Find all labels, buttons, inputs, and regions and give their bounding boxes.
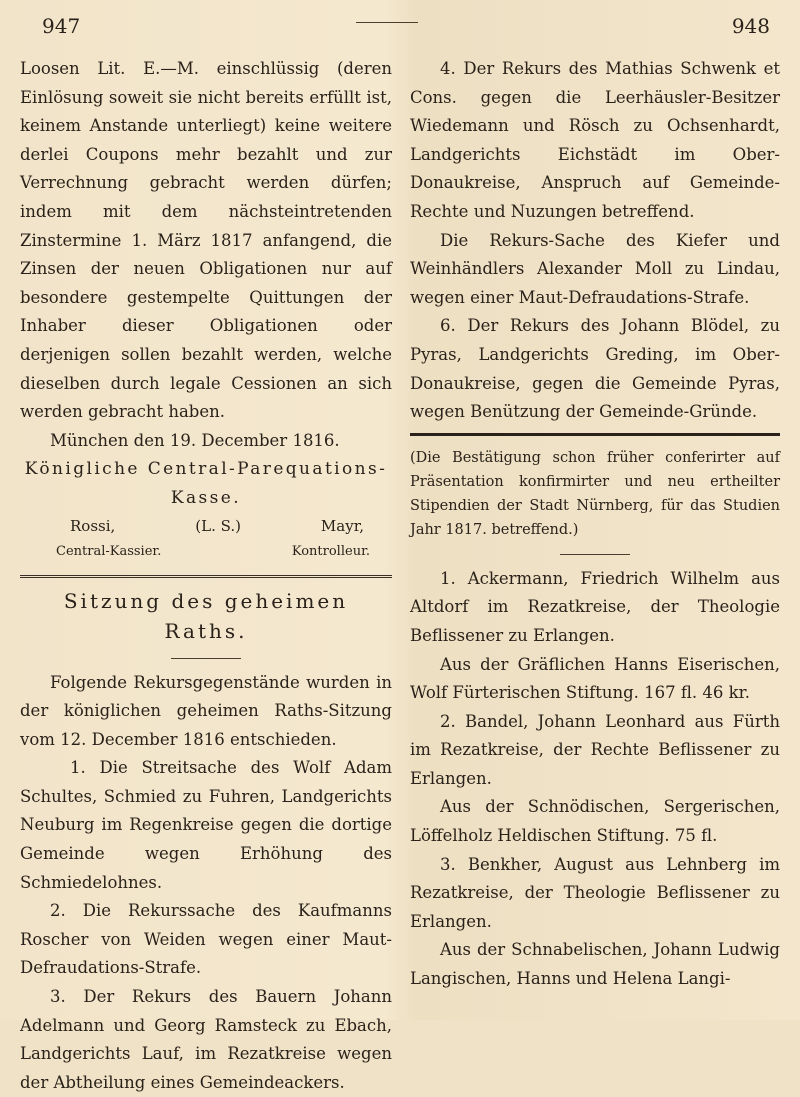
stipend-note: (Die Bestätigung schon früher conferirter auf Präsentation konfirmirter und neu ertheilter Stipendien der Stadt Nürnberg, für das Studien Jahr 1817. betreffend.): [410, 449, 780, 538]
paragraph: Aus der Schnödischen, Sergerischen, Löffelholz Heldischen Stiftung. 75 fl.: [410, 797, 780, 846]
issuing-authority: Königliche Central-Parequations-Kasse.: [24, 459, 388, 508]
right-column: [410, 55, 780, 994]
section-divider: [410, 433, 780, 436]
paragraph: 1. Ackermann, Friedrich Wilhelm aus Altdorf im Rezatkreise, der Theologie Beflissener zu Erlangen.: [410, 568, 780, 645]
seal-mark: (L. S.): [195, 516, 241, 535]
left-column: [20, 55, 392, 1097]
signature-role: Kontrolleur.: [291, 543, 370, 559]
signature-name: Rossi,: [70, 516, 116, 535]
paragraph: 6. Der Rekurs des Johann Blödel, zu Pyras, Landgerichts Greding, im Ober-Donaukreise, gegen die Gemeinde Pyras, wegen Benützung der Gemeinde-Gründe.: [410, 316, 780, 422]
signature-role: Central-Kassier.: [56, 543, 162, 559]
paragraph: Aus der Schnabelischen, Johann Ludwig Langischen, Hanns und Helena Langi-: [410, 940, 780, 989]
paragraph: 3. Der Rekurs des Bauern Johann Adelmann und Georg Ramsteck zu Ebach, Landgerichts Lauf, im Rezatkreise wegen der Abtheilung eines Gemeindeackers.: [20, 987, 392, 1092]
page-number-right: 948: [731, 14, 770, 38]
section-title: Sitzung des geheimen Raths.: [63, 588, 349, 643]
header-rule: [356, 22, 418, 23]
short-rule: [171, 658, 241, 659]
signature-row: [20, 513, 392, 539]
paragraph: Aus der Gräflichen Hanns Eiserischen, Wolf Fürterischen Stiftung. 167 fl. 46 kr.: [410, 654, 780, 703]
signature-roles-row: [20, 539, 392, 565]
date-line: München den 19. December 1816.: [50, 430, 340, 450]
signature-name: Mayr,: [320, 516, 364, 535]
paragraph: 2. Bandel, Johann Leonhard aus Fürth im Rezatkreise, der Rechte Beflissener zu Erlangen.: [410, 711, 780, 788]
paragraph: 4. Der Rekurs des Mathias Schwenk et Cons. gegen die Leerhäusler-Besitzer Wiedemann und Rösch zu Ochsenhardt, Landgerichts Eichstädt im Ober-Donaukreise, Anspruch auf Gemeinde-Rechte und Nuzungen betreffend.: [410, 59, 780, 221]
short-rule: [560, 554, 630, 555]
section-divider: [20, 575, 392, 578]
paragraph: 3. Benkher, August aus Lehnberg im Rezatkreise, der Theologie Beflissener zu Erlangen.: [410, 854, 780, 931]
page-number-left: 947: [42, 14, 81, 38]
paragraph: 1. Die Streitsache des Wolf Adam Schultes, Schmied zu Fuhren, Landgerichts Neuburg im Regenkreise gegen die dortige Gemeinde wegen Erhöhung des Schmiedelohnes.: [20, 758, 392, 892]
paragraph: Die Rekurs-Sache des Kiefer und Weinhändlers Alexander Moll zu Lindau, wegen einer Maut-Defraudations-Strafe.: [410, 230, 780, 307]
paragraph: Folgende Rekursgegenstände wurden in der königlichen geheimen Raths-Sitzung vom 12. December 1816 entschieden.: [20, 672, 392, 749]
paragraph: 2. Die Rekurssache des Kaufmanns Roscher von Weiden wegen einer Maut-Defraudations-Strafe.: [20, 901, 392, 978]
paragraph: Loosen Lit. E.—M. einschlüssig (deren Einlösung soweit sie nicht bereits erfüllt ist, keinem Anstande unterliegt) keine weitere derlei Coupons mehr bezahlt und zur Verrechnung gebracht werden dürfen; indem mit dem nächsteintretenden Zinstermine 1. März 1817 anfangend, die Zinsen der neuen Obligationen nur auf besondere gestempelte Quittungen der Inhaber dieser Obligationen oder derjenigen sollen bezahlt werden, welche dieselben durch legale Cessionen an sich werden gebracht haben.: [20, 59, 392, 422]
